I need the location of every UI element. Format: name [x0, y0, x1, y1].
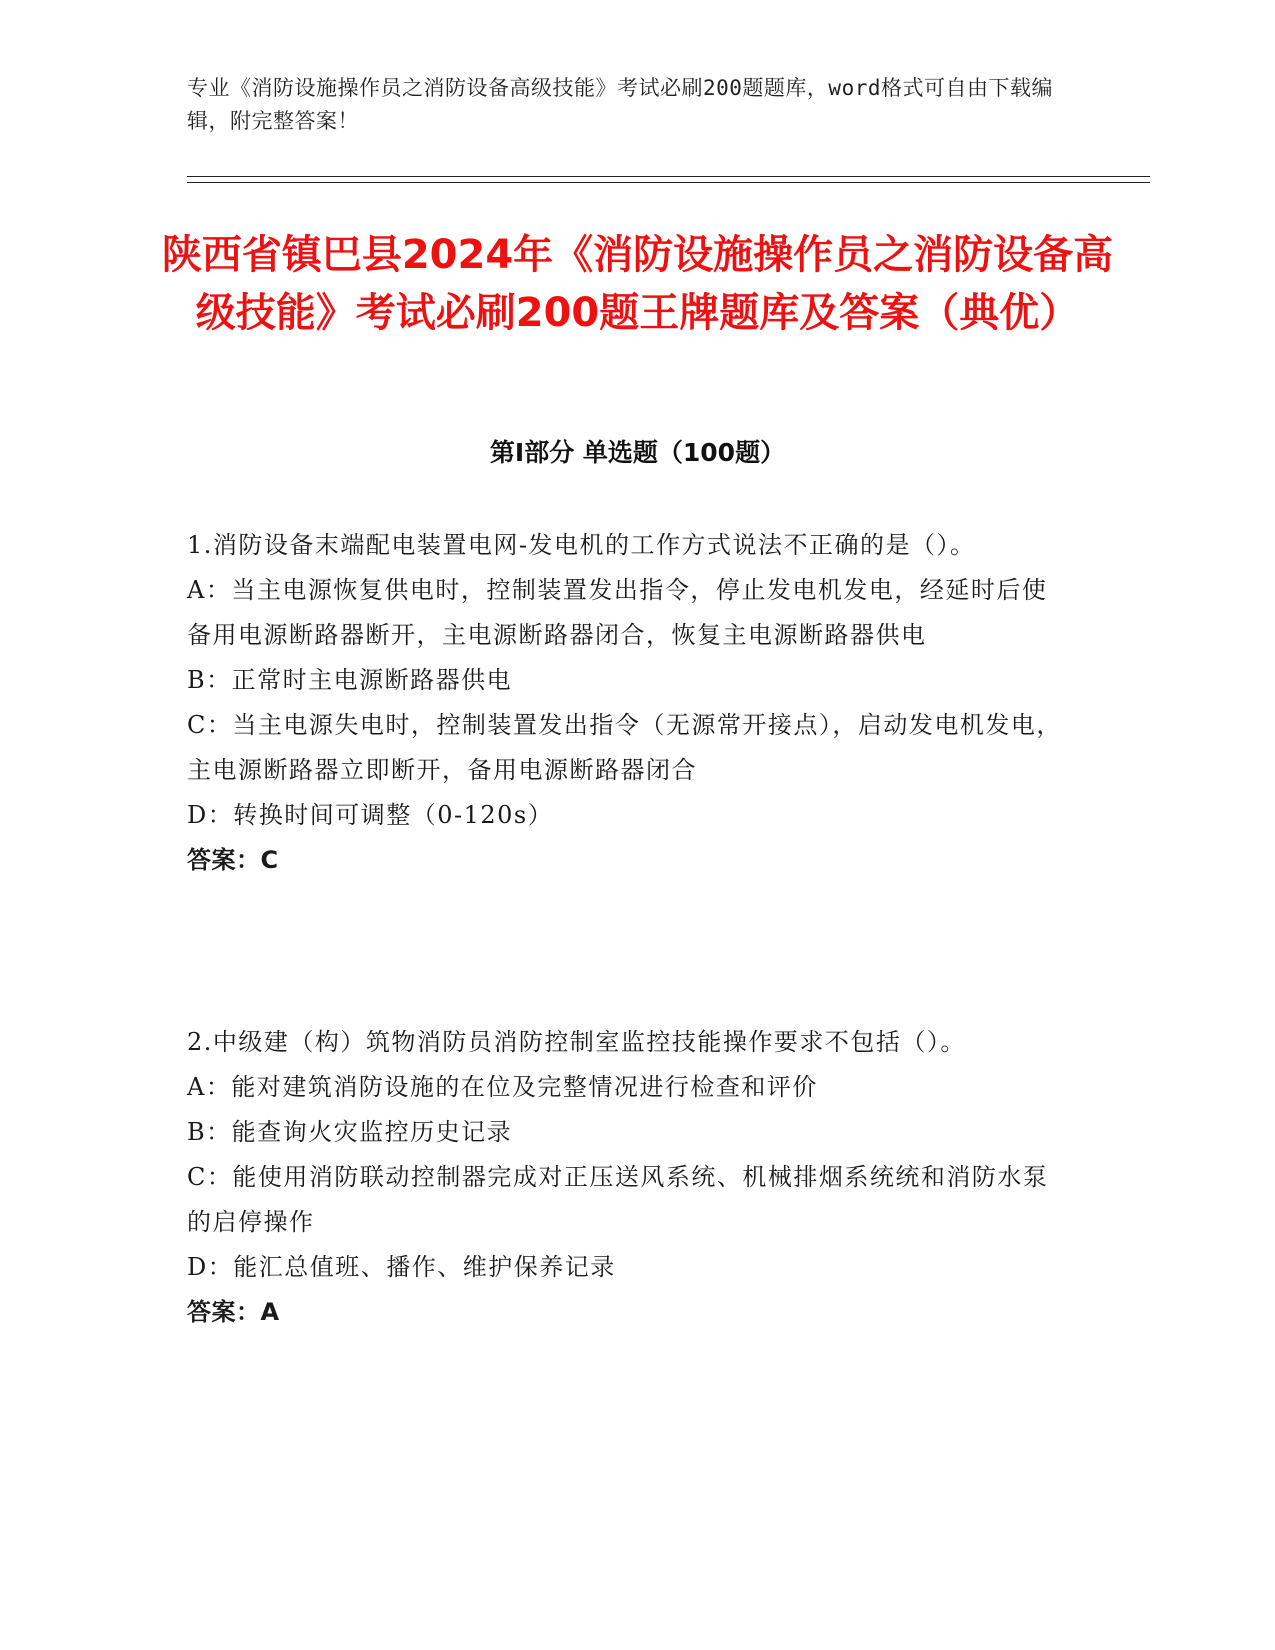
- option-b: B：正常时主电源断路器供电: [187, 666, 513, 694]
- option-d: D：能汇总值班、播作、维护保养记录: [187, 1253, 616, 1281]
- header-divider-bottom: [187, 182, 1150, 183]
- question-2: [187, 1020, 1067, 1335]
- option-c: C：当主电源失电时，控制装置发出指令（无源常开接点），启动发电机发电，主电源断路器立即断开，备用电源断路器闭合: [187, 711, 1062, 784]
- option-b: B：能查询火灾监控历史记录: [187, 1118, 513, 1146]
- section-heading: 第I部分 单选题（100题）: [489, 438, 786, 467]
- option-a: A：当主电源恢复供电时，控制装置发出指令，停止发电机发电，经延时后使备用电源断路器断开，主电源断路器闭合，恢复主电源断路器供电: [187, 576, 1048, 649]
- question-stem: 1.消防设备末端配电装置电网-发电机的工作方式说法不正确的是（）。: [187, 531, 976, 559]
- question-stem: 2.中级建（构）筑物消防员消防控制室监控技能操作要求不包括（）。: [187, 1028, 966, 1056]
- question-1: [187, 523, 1067, 883]
- header-divider-top: [187, 176, 1150, 177]
- document-title: 陕西省镇巴县2024年《消防设施操作员之消防设备高级技能》考试必刷200题王牌题库及答案（典优）: [161, 232, 1114, 336]
- header-note: 专业《消防设施操作员之消防设备高级技能》考试必刷200题题库，word格式可自由下载编辑，附完整答案！: [187, 76, 1053, 133]
- answer: 答案：A: [187, 1298, 280, 1326]
- answer: 答案：C: [187, 846, 279, 874]
- option-d: D：转换时间可调整（0-120s）: [187, 801, 554, 829]
- option-c: C：能使用消防联动控制器完成对正压送风系统、机械排烟系统统和消防水泵的启停操作: [187, 1163, 1049, 1236]
- option-a: A：能对建筑消防设施的在位及完整情况进行检查和评价: [187, 1073, 818, 1101]
